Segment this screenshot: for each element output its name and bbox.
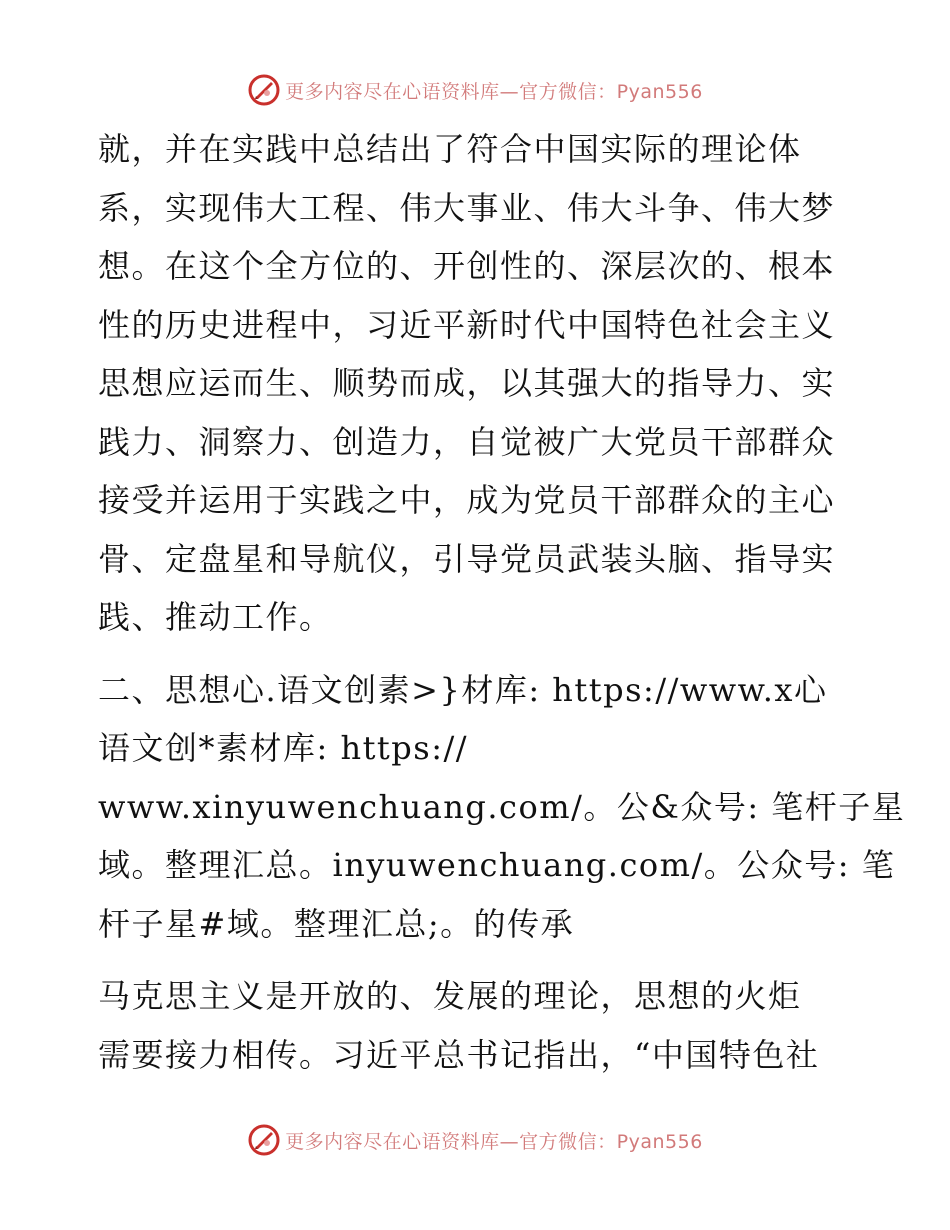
footer-banner-text: 更多内容尽在心语资料库—官方微信：Pyan556 xyxy=(285,1130,703,1153)
text-line: 性的历史进程中，习近平新时代中国特色社会主义 xyxy=(98,305,836,344)
text-line: 骨、定盘星和导航仪，引导党员武装头脑、指导实 xyxy=(98,539,836,578)
text-line: 二、思想心.语文创素>}材库: https://www.x心 xyxy=(98,670,828,709)
header-banner xyxy=(0,70,950,110)
text-line: 域。整理汇总。inyuwenchuang.com/。公众号: 笔 xyxy=(98,846,896,884)
logo-icon xyxy=(247,73,281,107)
text-line: 思想应运而生、顺势而成，以其强大的指导力、实 xyxy=(98,364,836,402)
text-line: 就，并在实践中总结出了符合中国实际的理论体 xyxy=(98,130,802,168)
paragraph-2-heading xyxy=(98,661,906,954)
text-line: www.xinyuwenchuang.com/。公&众号: 笔杆子星 xyxy=(98,787,906,826)
text-line: 需要接力相传。习近平总书记指出，“中国特色社 xyxy=(98,1035,820,1074)
text-line: 践、推动工作。 xyxy=(98,598,333,636)
text-line: 践力、洞察力、创造力，自觉被广大党员干部群众 xyxy=(98,422,836,461)
paragraph-3 xyxy=(98,967,858,1084)
text-line: 马克思主义是开放的、发展的理论，思想的火炬 xyxy=(98,977,802,1015)
text-line: 杆子星#域。整理汇总;。的传承 xyxy=(98,904,575,943)
logo-icon xyxy=(247,1123,281,1157)
paragraph-1 xyxy=(98,120,858,647)
document-body xyxy=(98,120,906,1084)
text-line: 系，实现伟大工程、伟大事业、伟大斗争、伟大梦 xyxy=(98,188,836,227)
text-line: 语文创*素材库: https:// xyxy=(98,729,469,767)
header-banner-text: 更多内容尽在心语资料库—官方微信：Pyan556 xyxy=(285,80,703,103)
footer-banner xyxy=(0,1120,950,1160)
text-line: 接受并运用于实践之中，成为党员干部群众的主心 xyxy=(98,481,836,519)
text-line: 想。在这个全方位的、开创性的、深层次的、根本 xyxy=(98,247,836,285)
